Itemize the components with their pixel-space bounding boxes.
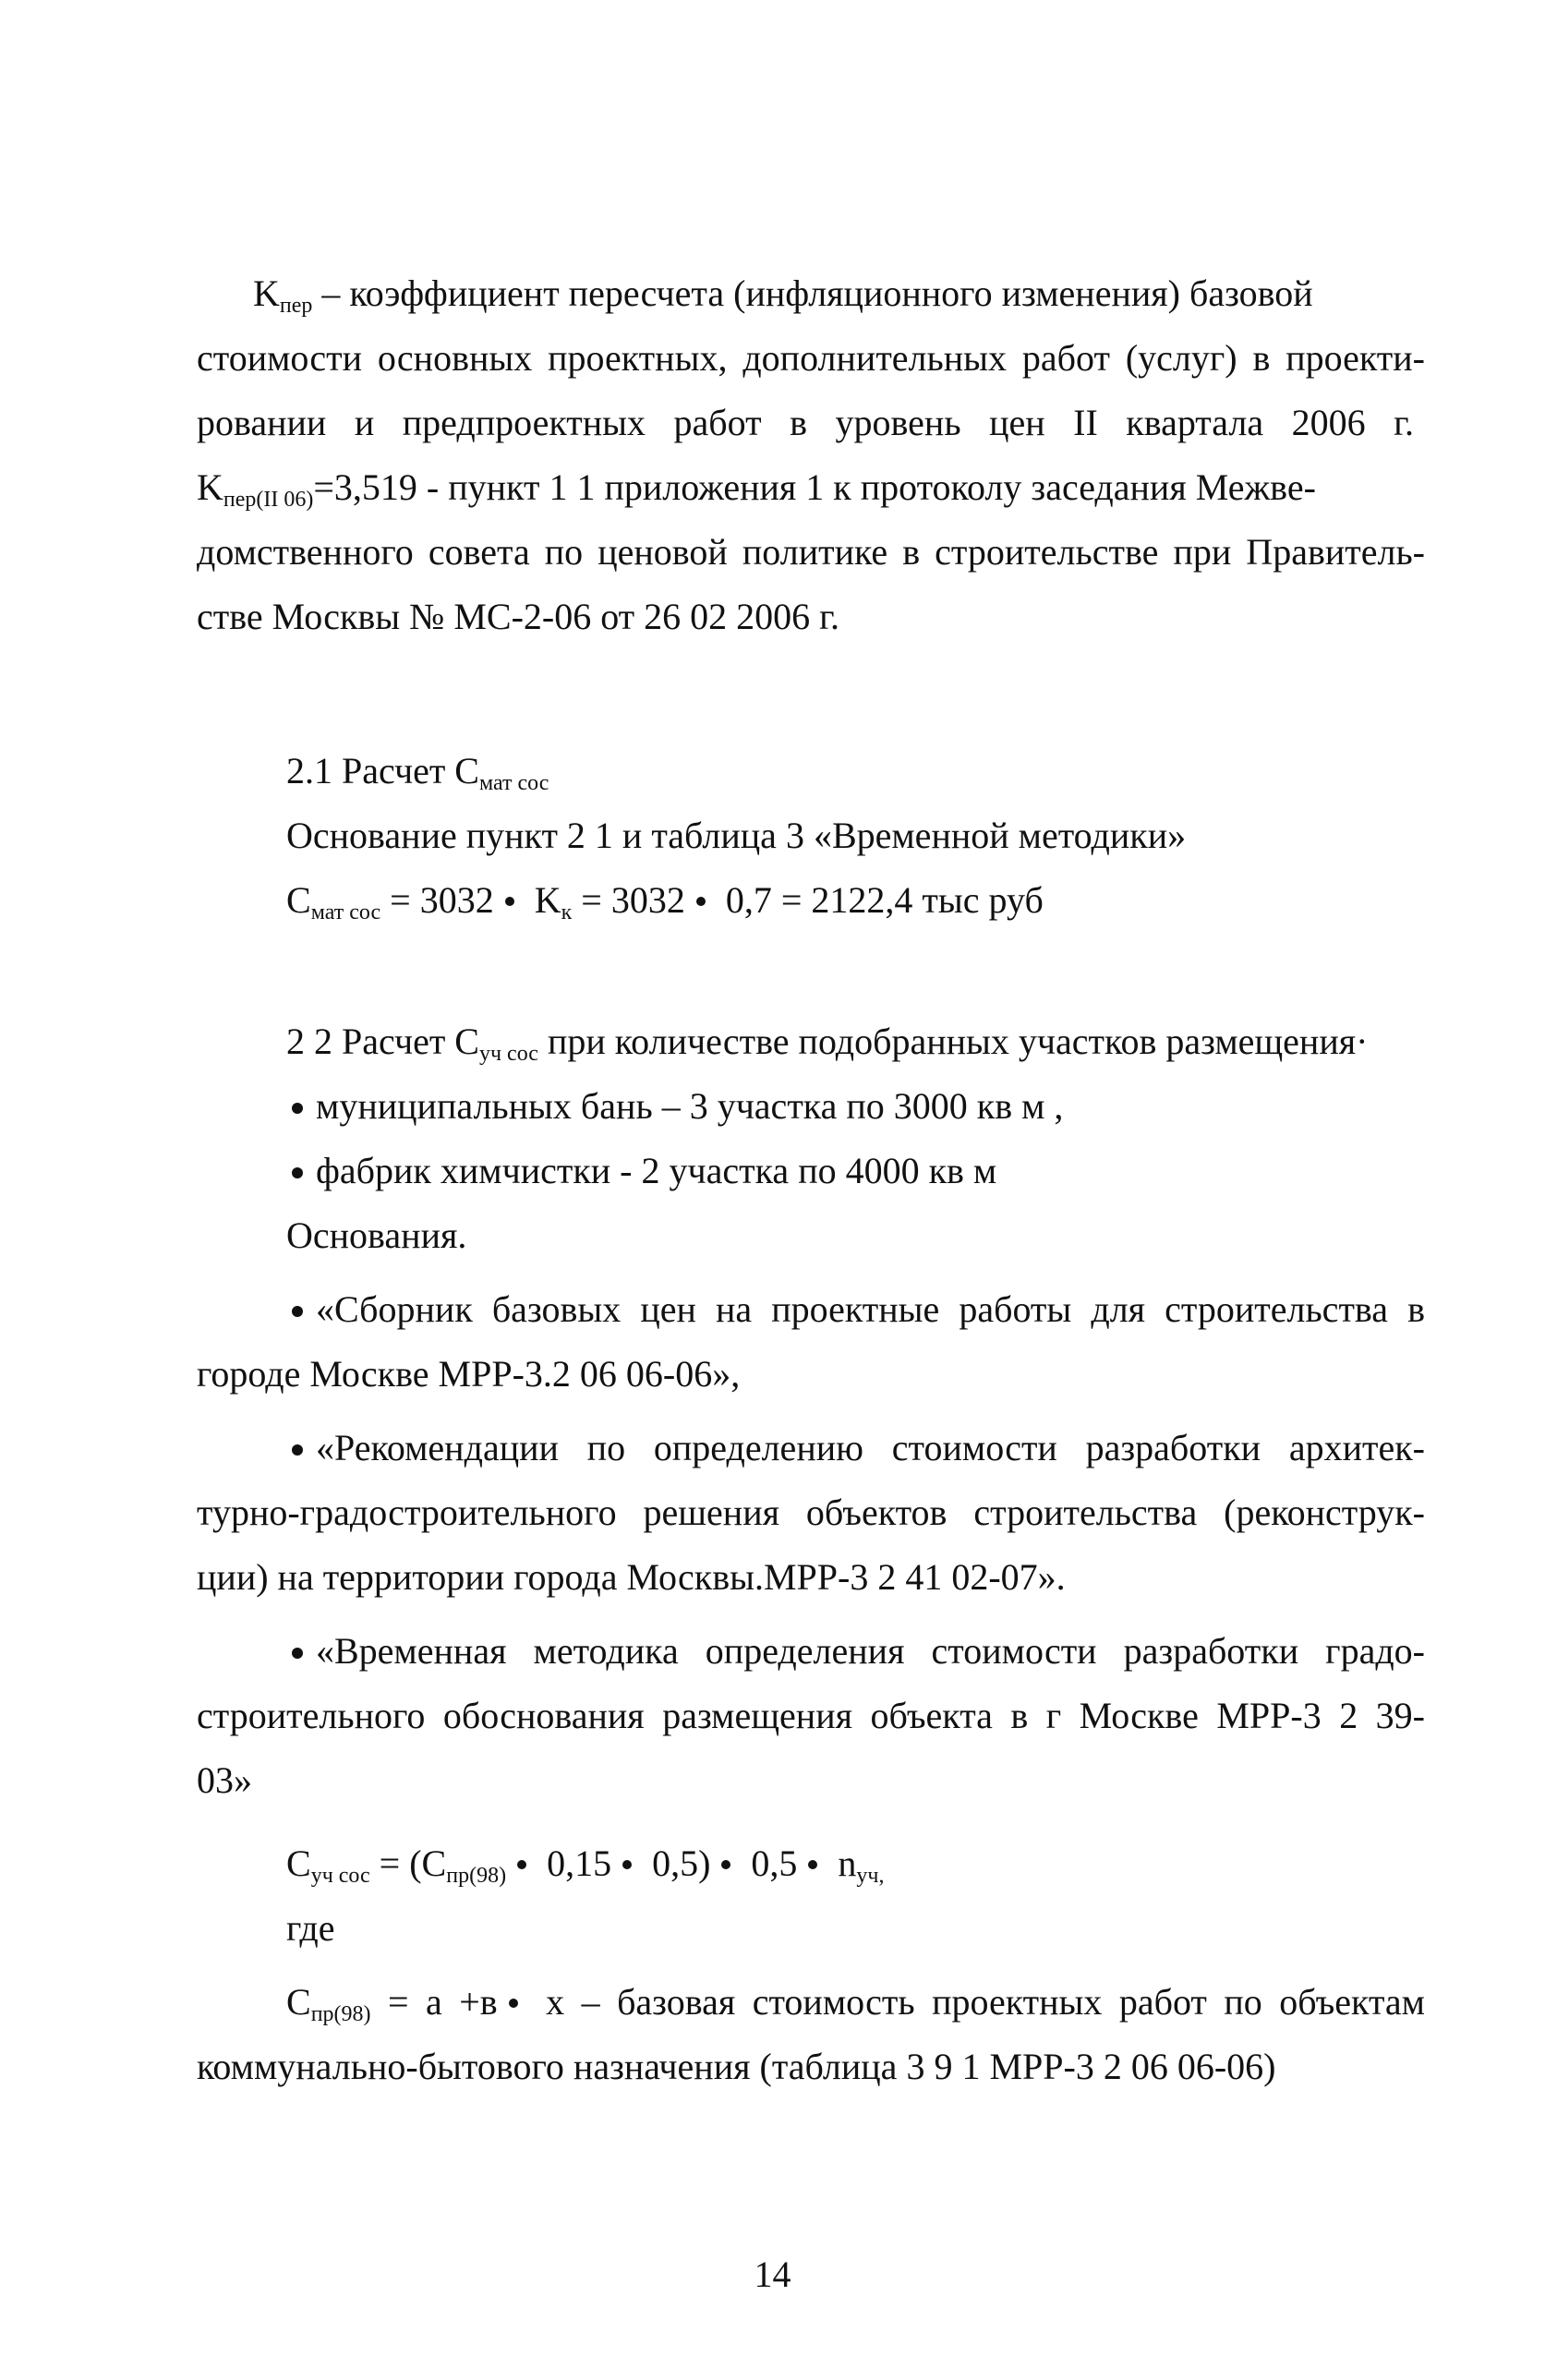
- bullet-icon: [292, 1167, 303, 1178]
- bullet-icon: [292, 1648, 303, 1659]
- formula-subscript: уч сос: [310, 1864, 370, 1888]
- bullet-item-text: фабрик химчистки - 2 участка по 4000 кв м: [316, 1150, 997, 1191]
- section-2-1-basis: Основание пункт 2 1 и таблица 3 «Временной методики»: [286, 815, 1187, 856]
- coefficient-value-text: =3,519 - пункт 1 1 приложения 1 к протоколу заседания Межве-: [313, 466, 1316, 508]
- source-2-line3: ции) на территории города Москвы.МРР-3 2 41 02-07».: [197, 1556, 1066, 1598]
- source-3-line1: [292, 1630, 1425, 1672]
- section-2-1-heading: [286, 750, 549, 795]
- paragraph1-line2: стоимости основных проектных, дополнительных работ (услуг) в проекти-: [197, 337, 1425, 379]
- formula-part: 0,5: [742, 1842, 798, 1884]
- multiply-dot: [505, 897, 514, 906]
- source-3-text: «Временная методика определения стоимости разработки градо-: [316, 1630, 1425, 1672]
- formula-part2: = 3032: [572, 879, 685, 921]
- formula-part1: = 3032: [380, 879, 494, 921]
- source-1-text: «Сборник базовых цен на проектные работы для строительства в: [316, 1288, 1425, 1330]
- source-2-line1: [292, 1427, 1425, 1468]
- multiply-dot: [808, 1860, 817, 1869]
- definition-subscript: пр(98): [310, 2002, 371, 2026]
- definition-part2: х – базовая стоимость проектных работ по объектам: [528, 1981, 1425, 2023]
- formula-symbol: С: [286, 1842, 311, 1884]
- section-2-2-heading: [286, 1021, 1369, 1066]
- formula-part: 0,15: [537, 1842, 612, 1884]
- definition-symbol: С: [286, 1981, 311, 2023]
- multiply-dot: [721, 1860, 730, 1869]
- formula-part: 0,5): [643, 1842, 711, 1884]
- source-3-line3: 03»: [197, 1759, 252, 1801]
- bullet-icon: [292, 1306, 303, 1317]
- bullet-icon: [292, 1103, 303, 1114]
- formula-symbol: С: [286, 879, 311, 921]
- paragraph1-line5: домственного совета по ценовой политике в строительстве при Правитель-: [197, 531, 1425, 573]
- section-2-1-heading-subscript: мат сос: [478, 771, 549, 795]
- bullet-icon: [292, 1444, 303, 1456]
- definition-line2: коммунально-бытового назначения (таблица 3 9 1 МРР-3 2 06 06-06): [197, 2046, 1276, 2087]
- where-label: где: [286, 1907, 335, 1949]
- section-2-2-heading-rest: при количестве подобранных участков размещения·: [537, 1021, 1369, 1062]
- coefficient-subscript: пер: [279, 294, 313, 318]
- formula-subscript: пр(98): [446, 1864, 507, 1888]
- formula-part3: 0,7 = 2122,4 тыс руб: [716, 879, 1044, 921]
- bases-label: Основания.: [286, 1214, 467, 1256]
- coefficient-definition-line: [253, 272, 1313, 318]
- section-2-2-heading-subscript: уч сос: [478, 1042, 538, 1066]
- source-3-line2: строительного обоснования размещения объекта в г Москве МРР-3 2 39-: [197, 1695, 1425, 1736]
- multiply-dot: [696, 897, 706, 906]
- multiply-dot: [517, 1860, 526, 1869]
- multiply-dot: [509, 1999, 518, 2008]
- bullet-item: [292, 1085, 1064, 1127]
- coefficient-value-line: [197, 466, 1316, 512]
- section-2-1-heading-text: 2.1 Расчет С: [286, 750, 479, 791]
- coefficient-value-symbol: K: [197, 466, 223, 508]
- bullet-item: [292, 1150, 997, 1191]
- multiply-dot: [622, 1860, 632, 1869]
- page-number: 14: [754, 2253, 791, 2295]
- coefficient-symbol: K: [253, 272, 280, 314]
- section-2-2-formula: [286, 1842, 885, 1888]
- formula-part: n: [828, 1842, 857, 1884]
- formula-k: K: [525, 879, 561, 921]
- formula-subscript: мат сос: [310, 900, 381, 924]
- coefficient-value-subscript: пер(II 06): [223, 488, 314, 512]
- formula-subscript: уч,: [856, 1864, 885, 1888]
- paragraph1-line3: ровании и предпроектных работ в уровень цен II квартала 2006 г.: [197, 402, 1414, 443]
- formula-eq: = (С: [369, 1842, 447, 1884]
- source-2-text: «Рекомендации по определению стоимости разработки архитек-: [316, 1427, 1425, 1468]
- bullet-item-text: муниципальных бань – 3 участка по 3000 кв м ,: [316, 1085, 1064, 1127]
- formula-k-subscript: к: [561, 900, 573, 924]
- definition-line1: [286, 1981, 1425, 2026]
- section-2-2-heading-text: 2 2 Расчет С: [286, 1021, 479, 1062]
- paragraph1-line6: стве Москвы № МС-2-06 от 26 02 2006 г.: [197, 596, 840, 637]
- section-2-1-formula: [286, 879, 1044, 924]
- source-1-line2: городе Москве МРР-3.2 06 06-06»,: [197, 1353, 741, 1395]
- source-1-line1: [292, 1288, 1425, 1330]
- definition-part1: = а +в: [370, 1981, 498, 2023]
- source-2-line2: турно-градостроительного решения объектов строительства (реконструк-: [197, 1492, 1425, 1533]
- coefficient-description: – коэффициент пересчета (инфляционного изменения) базовой: [312, 272, 1313, 314]
